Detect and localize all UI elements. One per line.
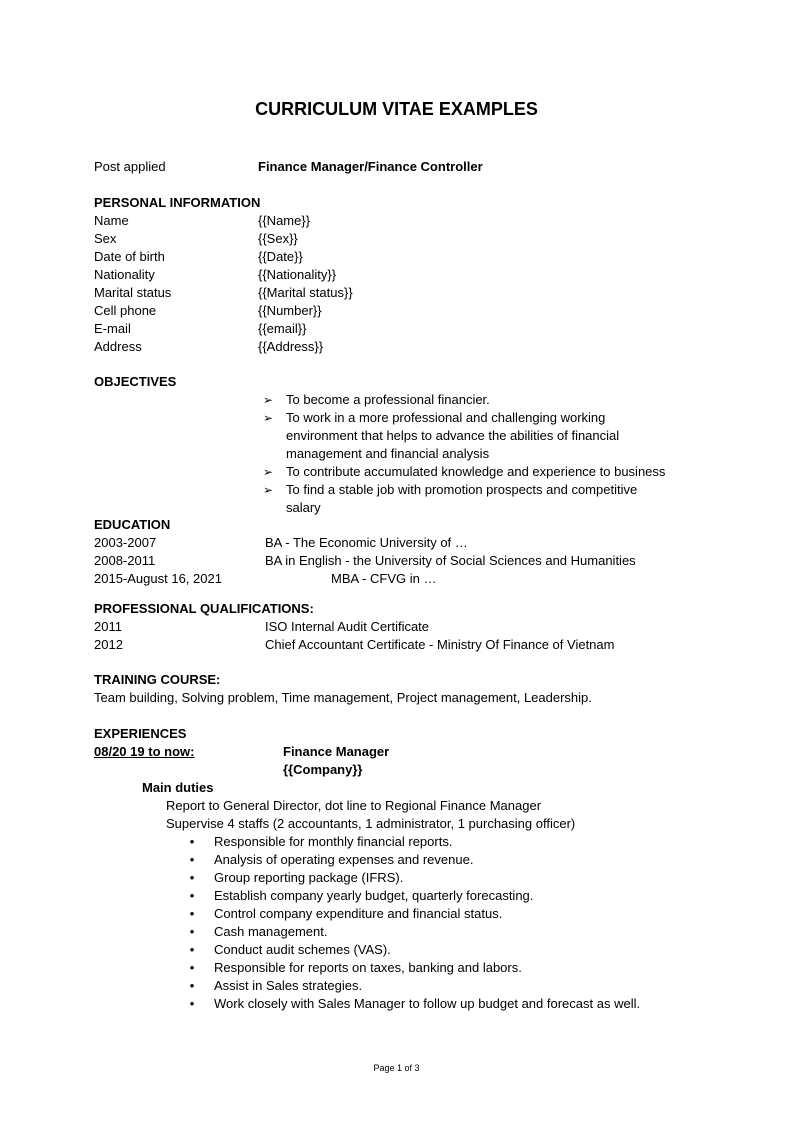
personal-value-phone: {{Number}}: [258, 303, 322, 318]
education-detail: BA - The Economic University of …: [265, 535, 468, 550]
experience-company: {{Company}}: [283, 762, 363, 777]
experience-period: [94, 743, 194, 761]
education-heading: EDUCATION: [94, 517, 171, 532]
personal-value-nationality: {{Nationality}}: [258, 267, 337, 282]
bullet-icon: •: [189, 888, 195, 903]
bullet-icon: •: [189, 996, 195, 1011]
duty-item: Cash management.: [214, 924, 328, 939]
experience-role: Finance Manager: [283, 744, 390, 759]
post-applied-value: Finance Manager/Finance Controller: [258, 159, 483, 174]
arrow-bullet-icon: ➢: [262, 483, 274, 497]
bullet-icon: •: [189, 906, 195, 921]
education-period: 2015-August 16, 2021: [94, 571, 222, 586]
personal-label-name: Name: [94, 213, 129, 228]
bullet-icon: •: [189, 960, 195, 975]
objectives-heading: OBJECTIVES: [94, 374, 177, 389]
personal-information-heading: PERSONAL INFORMATION: [94, 195, 261, 210]
training-text: Team building, Solving problem, Time management, Project management, Leadership.: [94, 690, 592, 705]
objective-item: To find a stable job with promotion prospects and competitive: [286, 482, 638, 497]
objective-item-continued: environment that helps to advance the abilities of financial: [286, 428, 620, 443]
qualification-detail: ISO Internal Audit Certificate: [265, 619, 430, 634]
duty-item: Group reporting package (IFRS).: [214, 870, 404, 885]
objective-item-continued: salary: [286, 500, 321, 515]
arrow-bullet-icon: ➢: [262, 393, 274, 407]
personal-label-sex: Sex: [94, 231, 117, 246]
personal-label-dob: Date of birth: [94, 249, 165, 264]
bullet-icon: •: [189, 852, 195, 867]
bullet-icon: •: [189, 870, 195, 885]
bullet-icon: •: [189, 924, 195, 939]
experience-period-part: 08/20: [94, 744, 127, 759]
duty-item: Establish company yearly budget, quarterly forecasting.: [214, 888, 534, 903]
personal-label-nationality: Nationality: [94, 267, 155, 282]
personal-label-address: Address: [94, 339, 142, 354]
arrow-bullet-icon: ➢: [262, 411, 274, 425]
objective-item: To work in a more professional and challenging working: [286, 410, 606, 425]
arrow-bullet-icon: ➢: [262, 465, 274, 479]
education-period: 2008-2011: [94, 553, 156, 568]
duty-item: Assist in Sales strategies.: [214, 978, 363, 993]
personal-value-address: {{Address}}: [258, 339, 324, 354]
post-applied-label: Post applied: [94, 159, 166, 174]
education-detail: MBA - CFVG in …: [331, 571, 437, 586]
experience-period-part: 19 to now:: [130, 744, 195, 759]
training-heading: TRAINING COURSE:: [94, 672, 221, 687]
main-duties-heading: Main duties: [142, 780, 214, 795]
personal-value-name: {{Name}}: [258, 213, 311, 228]
duty-item: Conduct audit schemes (VAS).: [214, 942, 391, 957]
personal-value-marital: {{Marital status}}: [258, 285, 353, 300]
qualification-year: 2012: [94, 637, 123, 652]
bullet-icon: •: [189, 834, 195, 849]
personal-label-phone: Cell phone: [94, 303, 157, 318]
duty-item: Responsible for monthly financial reports.: [214, 834, 453, 849]
page-title: CURRICULUM VITAE EXAMPLES: [255, 99, 538, 119]
personal-label-marital: Marital status: [94, 285, 172, 300]
bullet-icon: •: [189, 978, 195, 993]
report-line: Report to General Director, dot line to Regional Finance Manager: [166, 798, 542, 813]
qualification-detail: Chief Accountant Certificate - Ministry Of Finance of Vietnam: [265, 637, 615, 652]
page-number: Page 1 of 3: [373, 1063, 420, 1073]
qualification-year: 2011: [94, 619, 122, 634]
duty-item: Responsible for reports on taxes, banking and labors.: [214, 960, 522, 975]
personal-value-sex: {{Sex}}: [258, 231, 298, 246]
personal-value-email: {{email}}: [258, 321, 307, 336]
personal-label-email: E-mail: [94, 321, 131, 336]
duty-item: Analysis of operating expenses and revenue.: [214, 852, 474, 867]
objective-item: To contribute accumulated knowledge and experience to business: [286, 464, 666, 479]
qualifications-heading: PROFESSIONAL QUALIFICATIONS:: [94, 601, 314, 616]
experiences-heading: EXPERIENCES: [94, 726, 187, 741]
personal-value-dob: {{Date}}: [258, 249, 303, 264]
duty-item: Control company expenditure and financial status.: [214, 906, 503, 921]
objective-item: To become a professional financier.: [286, 392, 490, 407]
education-period: 2003-2007: [94, 535, 157, 550]
education-detail: BA in English - the University of Social Sciences and Humanities: [265, 553, 636, 568]
objective-item-continued: management and financial analysis: [286, 446, 490, 461]
duty-item: Work closely with Sales Manager to follow up budget and forecast as well.: [214, 996, 641, 1011]
bullet-icon: •: [189, 942, 195, 957]
supervise-line: Supervise 4 staffs (2 accountants, 1 administrator, 1 purchasing officer): [166, 816, 576, 831]
